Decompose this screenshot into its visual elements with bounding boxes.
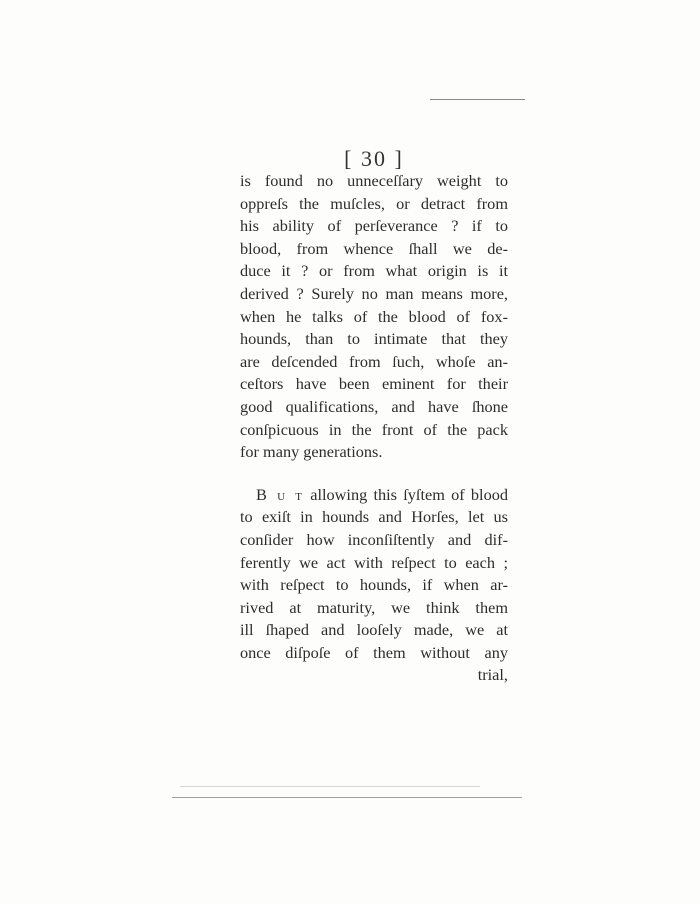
text-line: derived ? Surely no man means more, [240, 283, 508, 303]
text-line: are deſcended from ſuch, whoſe an- [240, 351, 508, 371]
text-line: for many generations. [240, 442, 383, 462]
text-line: once diſpoſe of them without any [240, 642, 508, 662]
text-line: to exiſt in hounds and Horſes, let us [240, 507, 508, 527]
text-line: with reſpect to hounds, if when ar- [240, 575, 508, 595]
text-line: good qualifications, and have ſhone [240, 396, 508, 416]
text-line: ferently we act with reſpect to each ; [240, 552, 508, 572]
text-line: conſider how inconſiſtently and dif- [240, 529, 508, 549]
bottom-rule-faint [180, 786, 480, 787]
text-line: duce it ? or from what origin is it [240, 261, 508, 281]
bottom-rule [172, 797, 522, 798]
paragraph-lead-rest: allowing this ſyſtem of blood [310, 484, 508, 504]
page-number: [ 30 ] [344, 146, 404, 171]
text-line: his ability of perſeverance ? if to [240, 216, 508, 236]
body-text [240, 170, 508, 687]
text-line: ceſtors have been eminent for their [240, 374, 508, 394]
text-line-lead [240, 484, 508, 507]
paragraph-lead-word: B u t [256, 484, 305, 504]
text-line: is found no unneceſſary weight to [240, 171, 508, 190]
top-rule [430, 99, 525, 100]
text-line: hounds, than to intimate that they [240, 329, 508, 349]
catchword: trial, [477, 665, 508, 685]
text-line: rived at maturity, we think them [240, 597, 508, 617]
text-line: blood, from whence ſhall we de- [240, 238, 508, 258]
text-line: ill ſhaped and looſely made, we at [240, 620, 508, 640]
text-line: conſpicuous in the front of the pack [240, 419, 508, 439]
text-line: when he talks of the blood of fox- [240, 306, 508, 326]
text-line: oppreſs the muſcles, or detract from [240, 193, 508, 213]
